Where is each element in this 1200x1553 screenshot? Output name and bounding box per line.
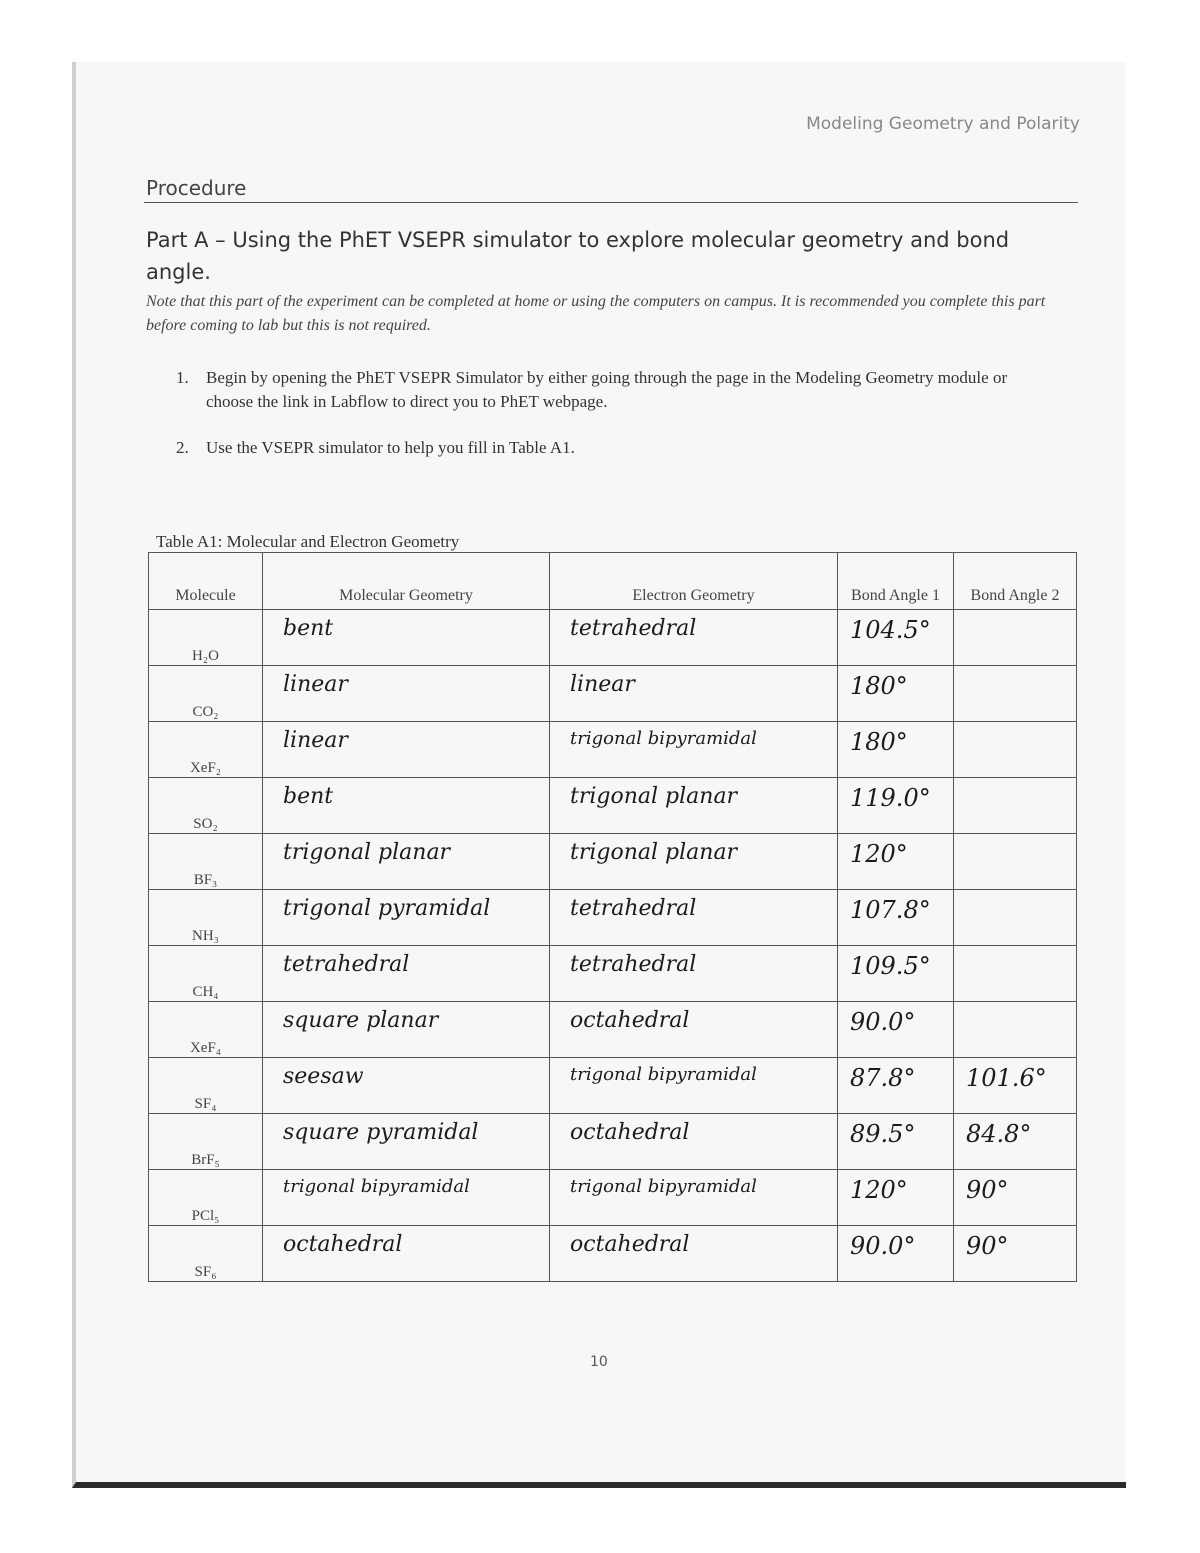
step-item xyxy=(176,436,1036,460)
molecular-geometry-cell xyxy=(263,946,550,1002)
electron-geometry-cell xyxy=(550,1114,838,1170)
molecule-cell: BrF₅ xyxy=(149,1114,263,1170)
handwritten-entry: 180° xyxy=(850,672,908,700)
part-a-heading: Part A – Using the PhET VSEPR simulator to explore molecular geometry and bond angle. xyxy=(146,228,1010,284)
handwritten-entry: trigonal planar xyxy=(570,840,738,865)
electron-geometry-cell xyxy=(550,722,838,778)
handwritten-entry: 90° xyxy=(966,1232,1009,1260)
part-a-note: Note that this part of the experiment can be completed at home or using the computers on campus. It is recommended you complete this part before coming to lab but this is not required. xyxy=(146,293,1046,334)
electron-geometry-cell xyxy=(550,610,838,666)
molecular-geometry-cell xyxy=(263,722,550,778)
electron-geometry-cell xyxy=(550,1170,838,1226)
table-row xyxy=(149,890,1077,946)
table-row xyxy=(149,610,1077,666)
handwritten-entry: 87.8° xyxy=(850,1064,916,1092)
table-row xyxy=(149,1002,1077,1058)
molecule-cell: CO₂ xyxy=(149,666,263,722)
bond-angle-1-cell xyxy=(838,1226,954,1282)
molecule-cell: XeF₂ xyxy=(149,722,263,778)
header-bond-angle-1: Bond Angle 1 xyxy=(838,553,954,610)
molecule-cell: NH₃ xyxy=(149,890,263,946)
handwritten-entry: trigonal bipyramidal xyxy=(570,728,757,749)
bond-angle-2-cell xyxy=(954,1170,1077,1226)
bond-angle-2-cell xyxy=(954,946,1077,1002)
bond-angle-2-cell xyxy=(954,1226,1077,1282)
electron-geometry-cell xyxy=(550,834,838,890)
handwritten-entry: bent xyxy=(283,616,334,641)
bond-angle-2-cell xyxy=(954,1058,1077,1114)
table-row xyxy=(149,1170,1077,1226)
handwritten-entry: linear xyxy=(570,672,635,697)
molecular-geometry-cell xyxy=(263,778,550,834)
step-text: Use the VSEPR simulator to help you fill in Table A1. xyxy=(206,438,575,457)
handwritten-entry: trigonal bipyramidal xyxy=(570,1176,757,1197)
handwritten-entry: square planar xyxy=(283,1008,439,1033)
handwritten-entry: 120° xyxy=(850,1176,908,1204)
handwritten-entry: 90° xyxy=(966,1176,1009,1204)
handwritten-entry: tetrahedral xyxy=(570,616,697,641)
handwritten-entry: octahedral xyxy=(570,1120,690,1145)
handwritten-entry: tetrahedral xyxy=(570,896,697,921)
running-title: Modeling Geometry and Polarity xyxy=(806,114,1080,134)
bond-angle-1-cell xyxy=(838,610,954,666)
header-molecule: Molecule xyxy=(149,553,263,610)
molecule-cell: XeF₄ xyxy=(149,1002,263,1058)
table-header-row xyxy=(149,553,1077,610)
molecule-cell: H₂O xyxy=(149,610,263,666)
bond-angle-2-cell xyxy=(954,834,1077,890)
electron-geometry-cell xyxy=(550,1226,838,1282)
table-row xyxy=(149,1226,1077,1282)
handwritten-entry: square pyramidal xyxy=(283,1120,479,1145)
bond-angle-1-cell xyxy=(838,1170,954,1226)
handwritten-entry: 109.5° xyxy=(850,952,931,980)
handwritten-entry: 107.8° xyxy=(850,896,931,924)
section-title: Procedure xyxy=(146,176,247,200)
header-electron-geometry: Electron Geometry xyxy=(550,553,838,610)
geometry-table xyxy=(148,552,1077,1282)
molecule-cell: PCl₅ xyxy=(149,1170,263,1226)
handwritten-entry: 84.8° xyxy=(966,1120,1032,1148)
handwritten-entry: 104.5° xyxy=(850,616,931,644)
handwritten-entry: 101.6° xyxy=(966,1064,1047,1092)
step-number: 1. xyxy=(176,368,189,387)
molecular-geometry-cell xyxy=(263,1002,550,1058)
procedure-steps xyxy=(176,366,1036,482)
molecule-cell: SO₂ xyxy=(149,778,263,834)
handwritten-entry: 89.5° xyxy=(850,1120,916,1148)
electron-geometry-cell xyxy=(550,666,838,722)
table-row xyxy=(149,1058,1077,1114)
page-number: 10 xyxy=(590,1354,608,1370)
molecular-geometry-cell xyxy=(263,890,550,946)
handwritten-entry: 90.0° xyxy=(850,1008,916,1036)
section-divider xyxy=(144,202,1078,203)
handwritten-entry: seesaw xyxy=(283,1064,364,1089)
table-row xyxy=(149,722,1077,778)
handwritten-entry: trigonal planar xyxy=(283,840,451,865)
bond-angle-1-cell xyxy=(838,946,954,1002)
molecule-cell: SF₄ xyxy=(149,1058,263,1114)
molecular-geometry-cell xyxy=(263,1170,550,1226)
handwritten-entry: linear xyxy=(283,728,348,753)
table-row xyxy=(149,1114,1077,1170)
bond-angle-1-cell xyxy=(838,890,954,946)
handwritten-entry: trigonal pyramidal xyxy=(283,896,491,921)
bond-angle-2-cell xyxy=(954,666,1077,722)
bond-angle-1-cell xyxy=(838,834,954,890)
bond-angle-2-cell xyxy=(954,778,1077,834)
handwritten-entry: trigonal bipyramidal xyxy=(570,1064,757,1085)
handwritten-entry: 180° xyxy=(850,728,908,756)
bond-angle-2-cell xyxy=(954,890,1077,946)
molecular-geometry-cell xyxy=(263,1114,550,1170)
step-number: 2. xyxy=(176,438,189,457)
molecular-geometry-cell xyxy=(263,1058,550,1114)
molecule-cell: BF₃ xyxy=(149,834,263,890)
table-row xyxy=(149,666,1077,722)
handwritten-entry: bent xyxy=(283,784,334,809)
step-item xyxy=(176,366,1036,414)
handwritten-entry: 119.0° xyxy=(850,784,931,812)
bond-angle-1-cell xyxy=(838,1002,954,1058)
handwritten-entry: linear xyxy=(283,672,348,697)
table-row xyxy=(149,778,1077,834)
electron-geometry-cell xyxy=(550,1058,838,1114)
electron-geometry-cell xyxy=(550,778,838,834)
handwritten-entry: 120° xyxy=(850,840,908,868)
table-row xyxy=(149,834,1077,890)
handwritten-entry: octahedral xyxy=(570,1008,690,1033)
header-bond-angle-2: Bond Angle 2 xyxy=(954,553,1077,610)
molecule-cell: SF₆ xyxy=(149,1226,263,1282)
bond-angle-2-cell xyxy=(954,1114,1077,1170)
bond-angle-1-cell xyxy=(838,1114,954,1170)
electron-geometry-cell xyxy=(550,946,838,1002)
bond-angle-1-cell xyxy=(838,722,954,778)
handwritten-entry: octahedral xyxy=(570,1232,690,1257)
handwritten-entry: tetrahedral xyxy=(570,952,697,977)
bond-angle-1-cell xyxy=(838,666,954,722)
table-row xyxy=(149,946,1077,1002)
header-molecular-geometry: Molecular Geometry xyxy=(263,553,550,610)
molecular-geometry-cell xyxy=(263,834,550,890)
table-caption: Table A1: Molecular and Electron Geometry xyxy=(156,532,460,551)
bond-angle-2-cell xyxy=(954,1002,1077,1058)
molecular-geometry-cell xyxy=(263,610,550,666)
handwritten-entry: trigonal bipyramidal xyxy=(283,1176,470,1197)
handwritten-entry: tetrahedral xyxy=(283,952,410,977)
bond-angle-2-cell xyxy=(954,722,1077,778)
bond-angle-1-cell xyxy=(838,1058,954,1114)
molecular-geometry-cell xyxy=(263,1226,550,1282)
handwritten-entry: octahedral xyxy=(283,1232,403,1257)
molecule-cell: CH₄ xyxy=(149,946,263,1002)
handwritten-entry: 90.0° xyxy=(850,1232,916,1260)
step-text: Begin by opening the PhET VSEPR Simulator by either going through the page in the Modeling Geometry module or choose the link in Labflow to direct you to PhET webpage. xyxy=(206,368,1008,411)
bond-angle-2-cell xyxy=(954,610,1077,666)
molecular-geometry-cell xyxy=(263,666,550,722)
bond-angle-1-cell xyxy=(838,778,954,834)
electron-geometry-cell xyxy=(550,890,838,946)
handwritten-entry: trigonal planar xyxy=(570,784,738,809)
electron-geometry-cell xyxy=(550,1002,838,1058)
